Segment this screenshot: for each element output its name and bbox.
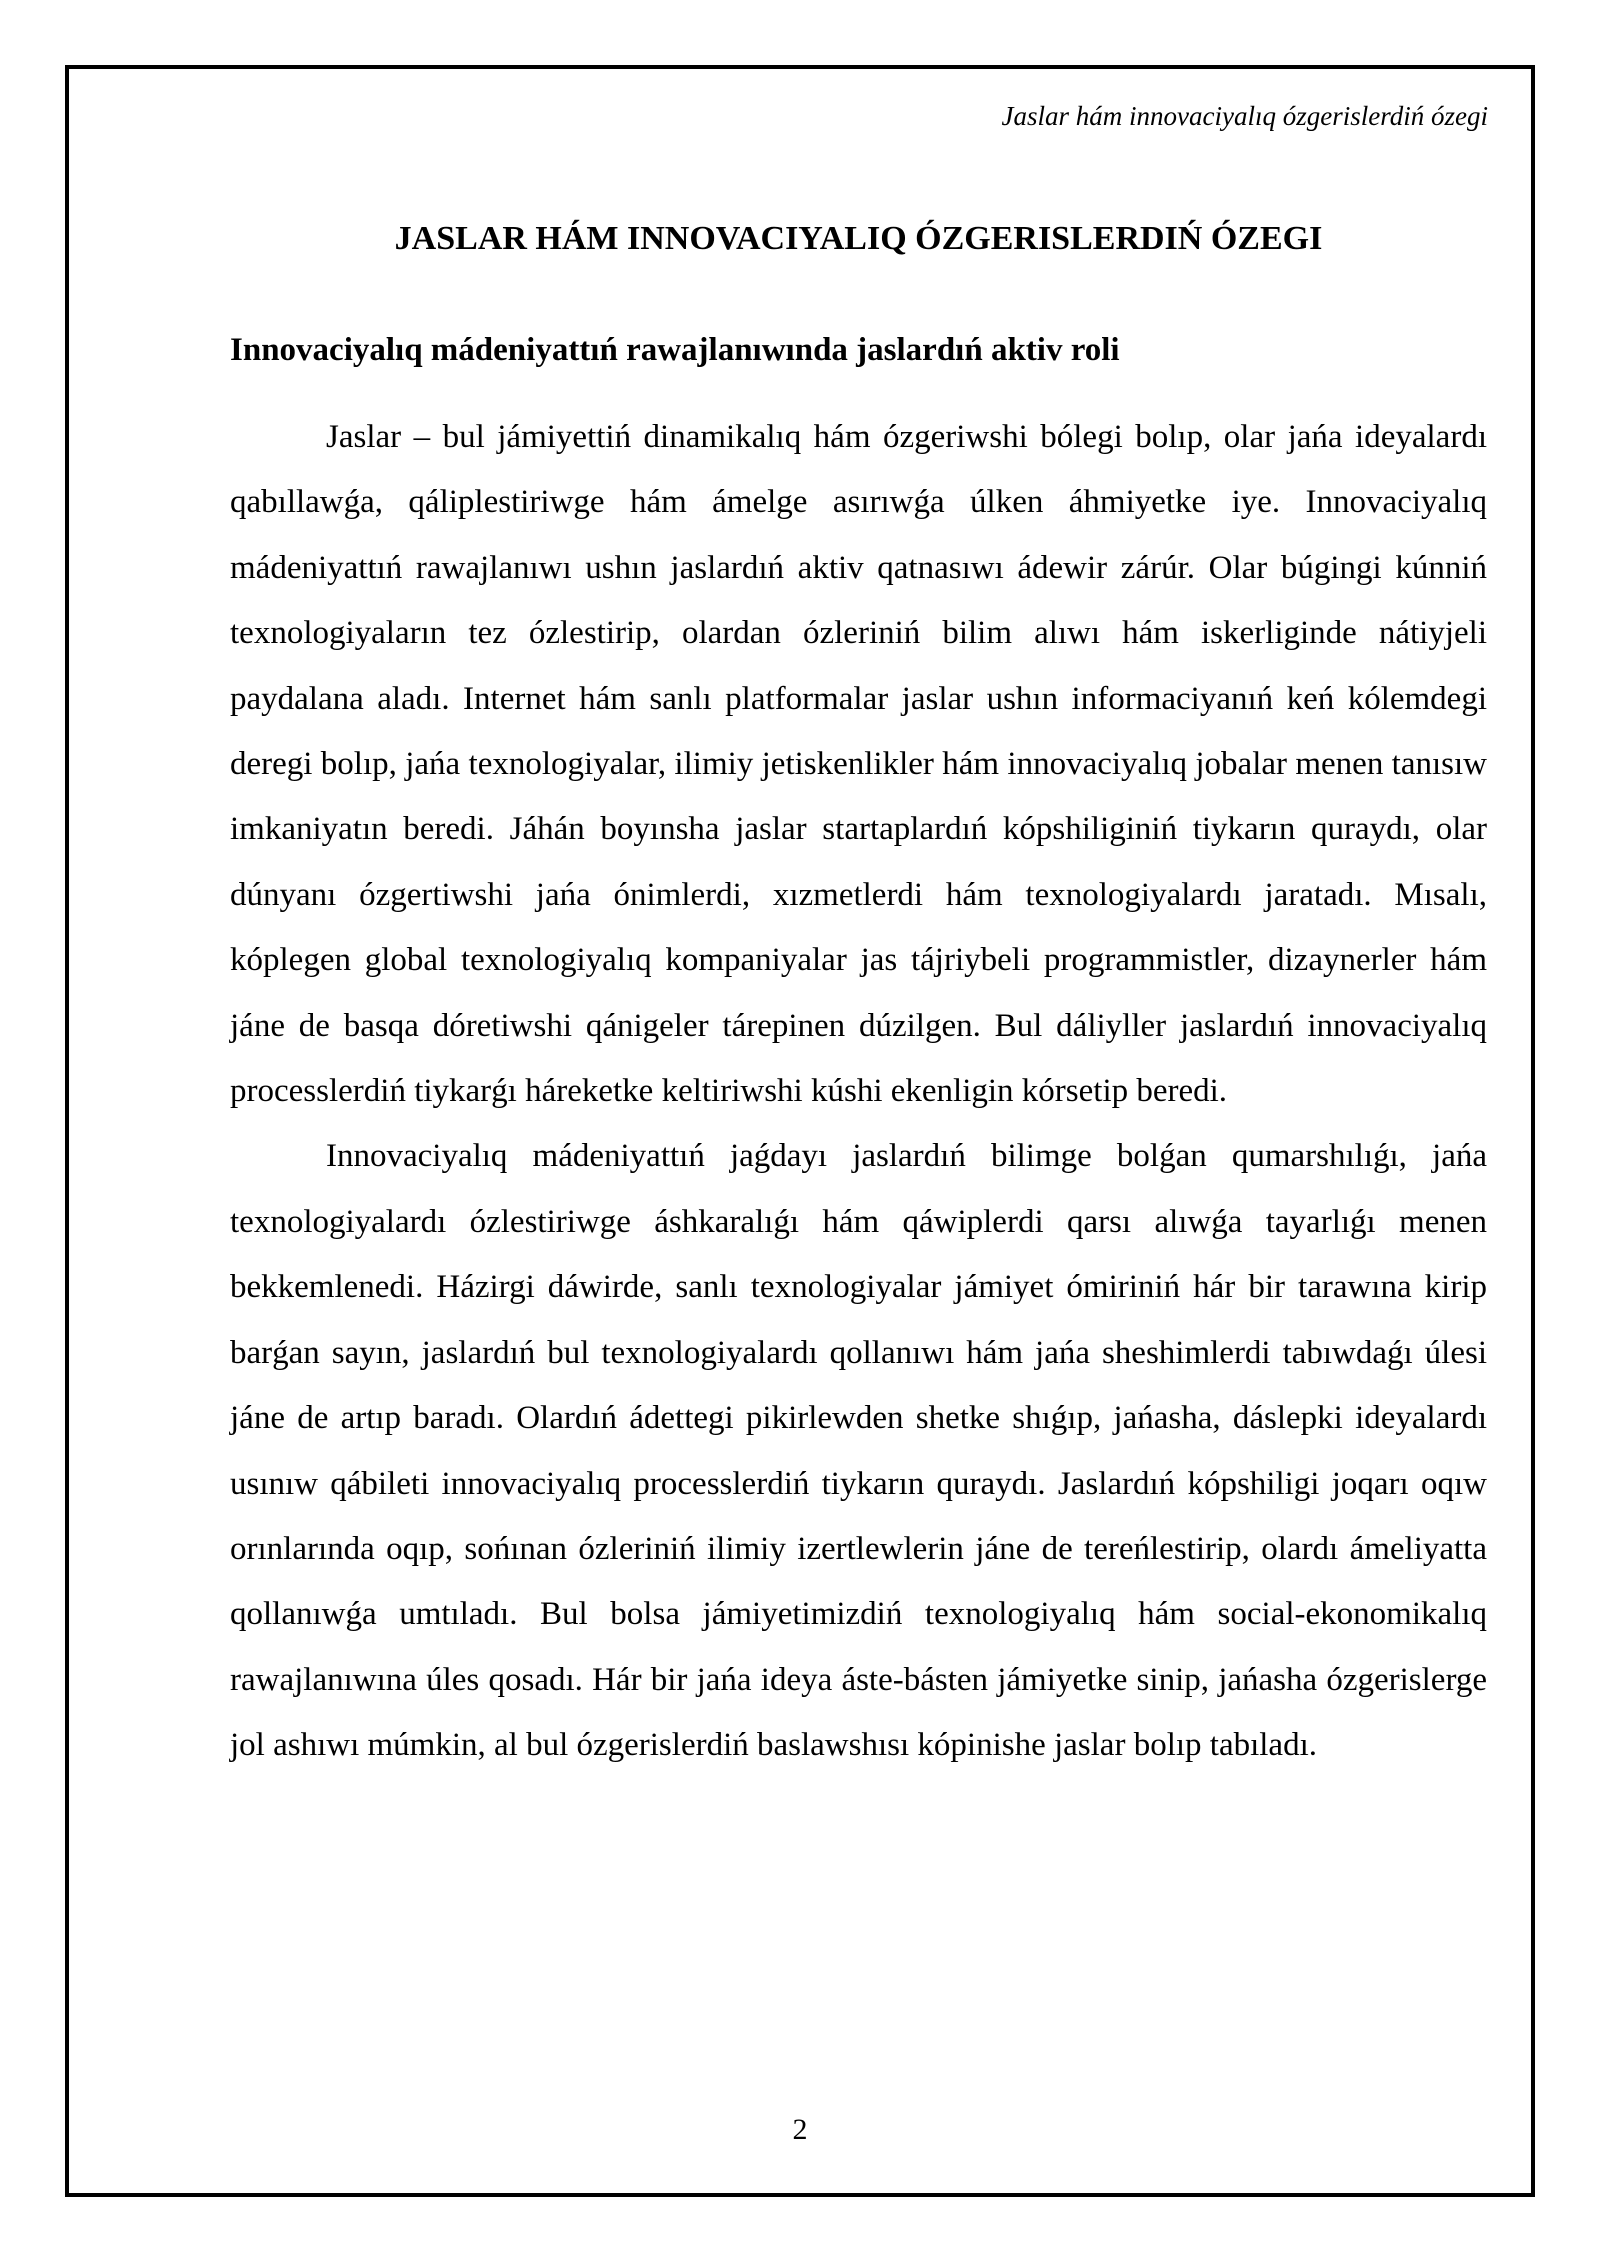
body-text — [230, 405, 1487, 1779]
paragraph: Jaslar – bul jámiyettiń dinamikalıq hám ózgeriwshi bólegi bolıp, olar jańa ideyalardı qabıllawǵa, qáliplestiriwge hám ámelge asırıwǵa úlken áhmiyetke iye. Innovaciyalıq mádeniyattıń rawajlanıwı ushın jaslardıń aktiv qatnasıwı ádewir zárúr. Olar búgingi kúnniń texnologiyaların tez ózlestirip, olardan ózleriniń bilim alıwı hám iskerliginde nátiyjeli paydalana aladı. Internet hám sanlı platformalar jaslar ushın informaciyanıń keń kólemdegi deregi bolıp, jańa texnologiyalar, ilimiy jetiskenlikler hám innovaciyalıq jobalar menen tanısıw imkaniyatın beredi. Jáhán boyınsha jaslar startaplardıń kópshiliginiń tiykarın quraydı, olar dúnyanı ózgertiwshi jańa ónimlerdi, xızmetlerdi hám texnologiyalardı jaratadı. Mısalı, kóplegen global texnologiyalıq kompaniyalar jas tájriybeli programmistler, dizaynerler hám jáne de basqa dóretiwshi qánigeler tárepinen dúzilgen. Bul dáliyller jaslardıń innovaciyalıq processlerdiń tiykarǵı háreketke keltiriwshi kúshi ekenligin kórsetip beredi. — [230, 419, 1487, 1110]
page-number: 2 — [792, 2113, 808, 2146]
running-header: Jaslar hám innovaciyalıq ózgerislerdiń ózegi — [1001, 101, 1488, 131]
document-title: JASLAR HÁM INNOVACIYALIQ ÓZGERISLERDIŃ ÓZEGI — [394, 220, 1323, 257]
paragraph: Innovaciyalıq mádeniyattıń jaǵdayı jaslardıń bilimge bolǵan qumarshılıǵı, jańa texnologiyalardı ózlestiriwge áshkaralıǵı hám qáwiplerdi qarsı alıwǵa tayarlıǵı menen bekkemlenedi. Házirgi dáwirde, sanlı texnologiyalar jámiyet ómiriniń hár bir tarawına kirip barǵan sayın, jaslardıń bul texnologiyalardı qollanıwı hám jańa sheshimlerdi tabıwdaǵı úlesi jáne de artıp baradı. Olardıń ádettegi pikirlewden shetke shıǵıp, jańasha, dáslepki ideyalardı usınıw qábileti innovaciyalıq processlerdiń tiykarın quraydı. Jaslardıń kópshiligi joqarı oqıw orınlarında oqıp, sońınan ózleriniń ilimiy izertlewlerin jáne de tereńlestirip, olardı ámeliyatta qollanıwǵa umtıladı. Bul bolsa jámiyetimizdiń texnologiyalıq hám social-ekonomikalıq rawajlanıwına úles qosadı. Hár bir jańa ideya áste-básten jámiyetke sinip, jańasha ózgerislerge jol ashıwı múmkin, al bul ózgerislerdiń baslawshısı kópinishe jaslar bolıp tabıladı. — [230, 1138, 1487, 1764]
section-heading: Innovaciyalıq mádeniyattıń rawajlanıwında jaslardıń aktiv roli — [230, 332, 1120, 368]
